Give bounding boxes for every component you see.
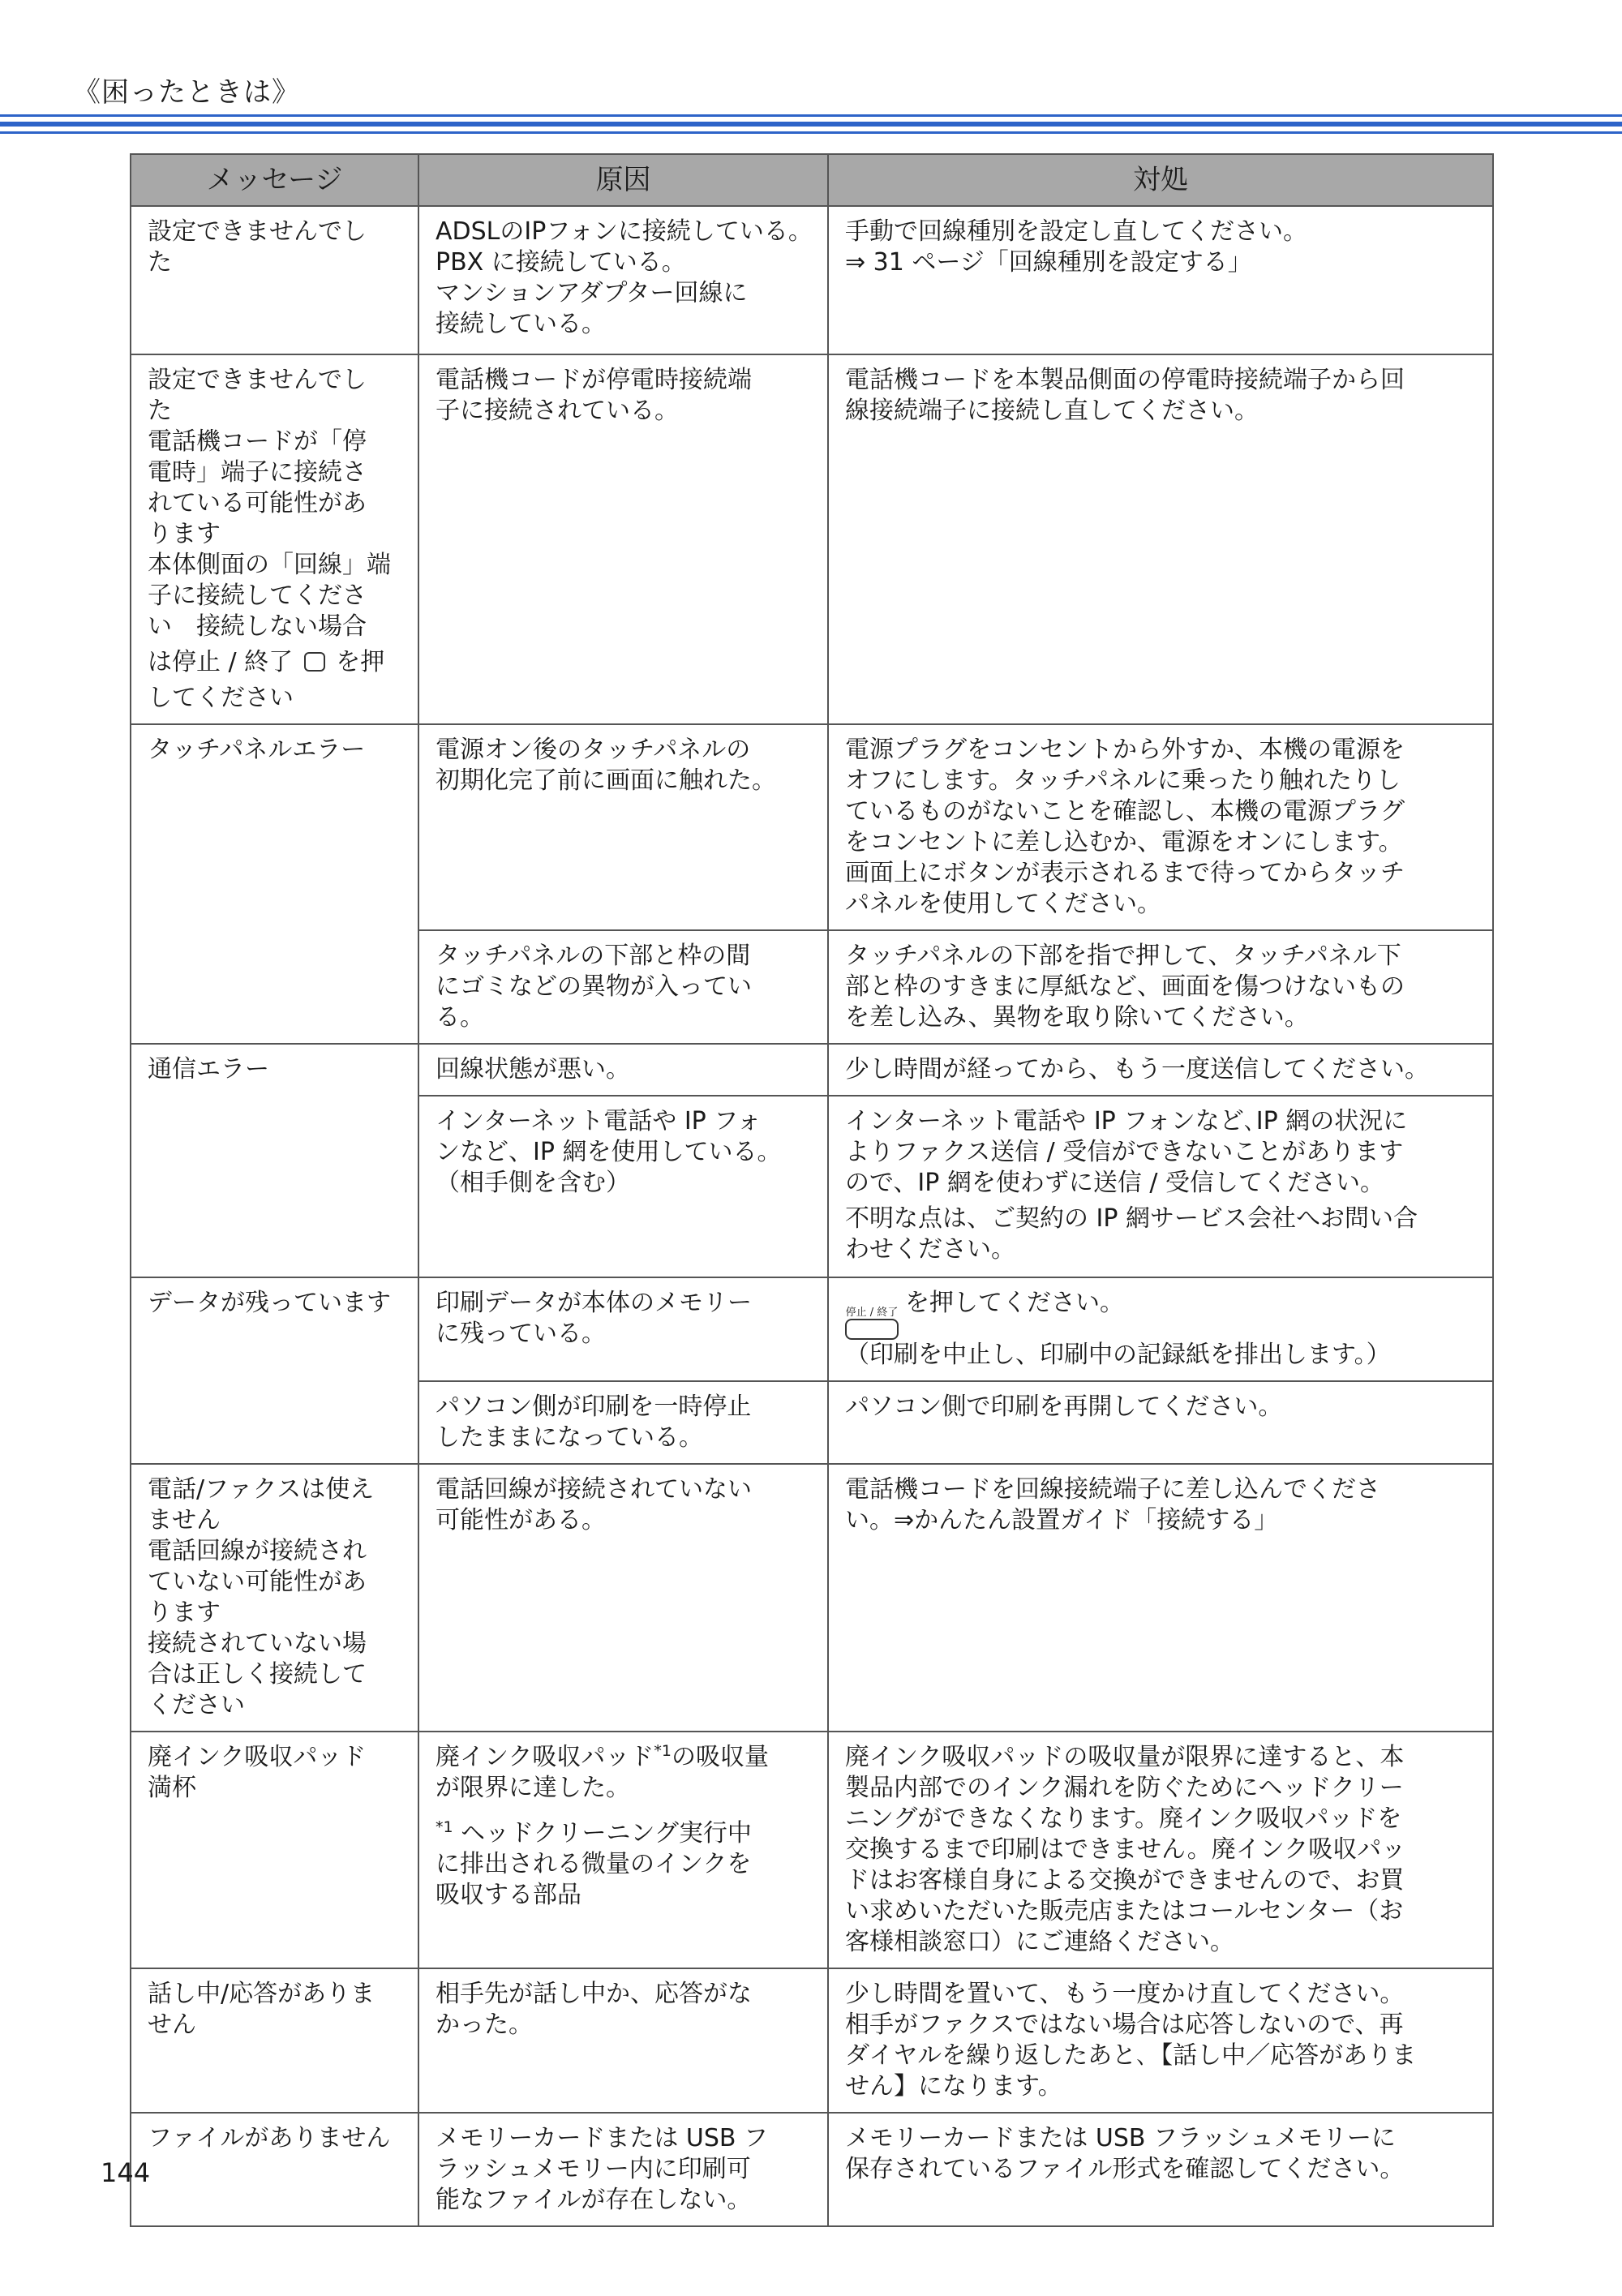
- cause-line: 相手先が話し中か、応答がな: [436, 1980, 752, 2008]
- cause-line: タッチパネルの下部と枠の間: [436, 942, 751, 970]
- header-rule: [0, 131, 1622, 134]
- message-line: 電話機コードが「停: [148, 427, 367, 456]
- action-line: （印刷を中止し、印刷中の記録紙を排出します。）: [845, 1341, 1391, 1369]
- table-row: [131, 1732, 1493, 1968]
- action-line: ⇒ 31 ページ「回線種別を設定する」: [845, 248, 1252, 277]
- footnote-line: 吸収する部品: [436, 1881, 581, 1909]
- action-line: 部と枠のすきまに厚紙など、画面を傷つけないもの: [845, 972, 1405, 1001]
- table-row: [131, 354, 1493, 724]
- action-line: メモリーカードまたは USB フラッシュメモリーに: [845, 2124, 1396, 2152]
- message-line: ファイルがありません: [148, 2124, 391, 2152]
- cause-cell: [418, 206, 828, 354]
- cause-text: 廃インク吸収パッド: [436, 1743, 654, 1771]
- message-line: 子に接続してくださ: [148, 582, 367, 610]
- table-row: [131, 206, 1493, 354]
- cause-cell: [418, 1277, 828, 1381]
- message-line: [148, 647, 405, 678]
- action-line: インターネット電話や IP フォンなど､IP 網の状況に: [845, 1107, 1408, 1135]
- cause-line: ADSLのIPフォンに接続している。: [436, 217, 813, 246]
- action-line: 相手がファクスではない場合は応答しないので、再: [845, 2011, 1404, 2039]
- message-line: 設定できませんでし: [148, 366, 367, 394]
- cause-line: PBX に接続している。: [436, 248, 686, 277]
- message-line: 通信エラー: [148, 1055, 269, 1084]
- action-cell: [828, 724, 1493, 930]
- header-rule: [0, 114, 1622, 117]
- cause-line: かった。: [436, 2011, 533, 2039]
- action-line: パソコン側で印刷を再開してください。: [845, 1393, 1283, 1421]
- cause-line: にゴミなどの異物が入ってい: [436, 972, 752, 1001]
- cause-line: したままになっている。: [436, 1423, 703, 1452]
- message-cell: [131, 354, 418, 724]
- cause-line: 回線状態が悪い。: [436, 1055, 630, 1084]
- cause-line: 可能性がある。: [436, 1506, 606, 1534]
- footnote-line: [436, 1818, 814, 1849]
- action-line: わせください。: [845, 1235, 1015, 1264]
- action-line: 客様相談窓口）にご連絡ください。: [845, 1928, 1234, 1956]
- action-line: 画面上にボタンが表示されるまで待ってからタッチ: [845, 859, 1405, 887]
- message-cell: [131, 724, 418, 1044]
- message-line: た: [148, 397, 172, 425]
- footnote-line: に排出される微量のインクを: [436, 1850, 752, 1878]
- message-line: データが残っています: [148, 1289, 391, 1317]
- action-line: 製品内部でのインク漏れを防ぐためにヘッドクリー: [845, 1774, 1404, 1802]
- action-line: 電話機コードを回線接続端子に差し込んでくださ: [845, 1475, 1380, 1504]
- message-line: せん: [148, 2011, 196, 2039]
- stop-exit-key-shape: [845, 1319, 899, 1340]
- message-text: は停止 / 終了: [148, 648, 294, 676]
- message-cell: [131, 1277, 418, 1464]
- cause-line: 能なファイルが存在しない。: [436, 2186, 752, 2214]
- column-header-cause: 原因: [418, 154, 828, 206]
- cause-text: の吸収量: [672, 1743, 769, 1771]
- message-line: 話し中/応答がありま: [148, 1980, 375, 2008]
- action-line: ので、IP 網を使わずに送信 / 受信してください。: [845, 1169, 1385, 1197]
- message-line: 設定できませんでし: [148, 217, 367, 246]
- action-line: 手動で回線種別を設定し直してください。: [845, 217, 1307, 246]
- cause-line: ンなど、IP 網を使用している。: [436, 1138, 782, 1166]
- action-line: 線接続端子に接続し直してください。: [845, 397, 1259, 425]
- page-number: 144: [101, 2157, 151, 2188]
- column-header-action: 対処: [828, 154, 1493, 206]
- message-line: ください: [148, 1691, 245, 1719]
- troubleshooting-table: [130, 153, 1494, 2227]
- cause-cell: [418, 1096, 828, 1277]
- message-line: 電話/ファクスは使え: [148, 1475, 375, 1504]
- message-line: ていない可能性があ: [148, 1568, 367, 1596]
- message-line: 接続されていない場: [148, 1629, 367, 1658]
- cause-line: パソコン側が印刷を一時停止: [436, 1393, 752, 1421]
- table-row: [131, 1968, 1493, 2113]
- message-line: ります: [148, 1599, 221, 1627]
- stop-exit-key-label: 停止 / 終了: [845, 1307, 899, 1319]
- table-header-row: [131, 154, 1493, 206]
- message-line: 廃インク吸収パッド: [148, 1743, 367, 1771]
- cause-line: ラッシュメモリー内に印刷可: [436, 2155, 751, 2183]
- stop-exit-button-icon: [845, 1307, 899, 1340]
- cause-line: に残っている。: [436, 1320, 606, 1348]
- action-line: せん】になります。: [845, 2072, 1062, 2101]
- action-line: ダイヤルを繰り返したあと､【話し中／応答がありま: [845, 2041, 1417, 2070]
- action-cell: [828, 2113, 1493, 2226]
- cause-line: る。: [436, 1003, 484, 1032]
- cause-line: [436, 1742, 814, 1773]
- cause-cell: [418, 1732, 828, 1968]
- table-row: [131, 1044, 1493, 1096]
- cause-line: インターネット電話や IP フォ: [436, 1107, 762, 1135]
- message-cell: [131, 206, 418, 354]
- action-cell: [828, 1732, 1493, 1968]
- table-row: [131, 1464, 1493, 1732]
- cause-line: 子に接続されている。: [436, 397, 679, 425]
- action-line: 不明な点は、ご契約の IP 網サービス会社へお問い合: [845, 1204, 1418, 1233]
- page-header-title: 《困ったときは》: [73, 76, 300, 109]
- message-cell: [131, 2113, 418, 2226]
- message-line: 電時」端子に接続さ: [148, 458, 367, 487]
- action-line: [845, 1288, 1479, 1340]
- cause-cell: [418, 724, 828, 930]
- message-line: タッチパネルエラー: [148, 736, 366, 764]
- action-line: ドはお客様自身による交換ができませんので、お買: [845, 1866, 1405, 1895]
- action-line: 廃インク吸収パッドの吸収量が限界に達すると、本: [845, 1743, 1405, 1771]
- action-cell: [828, 1464, 1493, 1732]
- message-line: してください: [148, 684, 294, 712]
- action-cell: [828, 206, 1493, 354]
- action-line: 電話機コードを本製品側面の停電時接続端子から回: [845, 366, 1405, 394]
- cause-line: 電源オン後のタッチパネルの: [436, 736, 751, 764]
- action-text: を押してください。: [905, 1289, 1124, 1317]
- action-line: 保存されているファイル形式を確認してください。: [845, 2155, 1405, 2183]
- cause-line: 接続している。: [436, 310, 606, 338]
- cause-line: 電話回線が接続されていない: [436, 1475, 752, 1504]
- cause-cell: [418, 1464, 828, 1732]
- message-cell: [131, 1732, 418, 1968]
- message-cell: [131, 1464, 418, 1732]
- spacer: [436, 1804, 814, 1818]
- message-line: 本体側面の「回線」端: [148, 551, 391, 579]
- action-cell: [828, 1381, 1493, 1464]
- action-line: ているものがないことを確認し、本機の電源プラグ: [845, 797, 1405, 826]
- action-cell: [828, 1277, 1493, 1381]
- action-line: よりファクス送信 / 受信ができないことがあります: [845, 1138, 1404, 1166]
- cause-cell: [418, 354, 828, 724]
- cause-line: メモリーカードまたは USB フ: [436, 2124, 769, 2152]
- stop-exit-button-icon: [304, 652, 325, 672]
- cause-cell: [418, 2113, 828, 2226]
- footnote-text: ヘッドクリーニング実行中: [453, 1819, 752, 1848]
- cause-cell: [418, 1381, 828, 1464]
- action-line: 電源プラグをコンセントから外すか、本機の電源を: [845, 736, 1405, 764]
- message-line: 合は正しく接続して: [148, 1660, 367, 1689]
- cause-cell: [418, 1044, 828, 1096]
- cause-line: が限界に達した。: [436, 1774, 630, 1802]
- cause-line: 印刷データが本体のメモリー: [436, 1289, 752, 1317]
- action-line: を差し込み、異物を取り除いてください。: [845, 1003, 1309, 1032]
- table-row: [131, 724, 1493, 930]
- action-line: オフにします。タッチパネルに乗ったり触れたりし: [845, 766, 1401, 795]
- action-line: い。⇒かんたん設置ガイド「接続する」: [845, 1506, 1279, 1534]
- action-cell: [828, 1096, 1493, 1277]
- cause-line: マンションアダプター回線に: [436, 279, 748, 307]
- action-cell: [828, 1044, 1493, 1096]
- action-cell: [828, 354, 1493, 724]
- action-line: ニングができなくなります。廃インク吸収パッドを: [845, 1805, 1402, 1833]
- table-row: [131, 1277, 1493, 1381]
- action-line: パネルを使用してください。: [845, 890, 1161, 918]
- message-line: 満杯: [148, 1774, 196, 1802]
- message-line: ません: [148, 1506, 221, 1534]
- action-line: 交換するまで印刷はできません。廃インク吸収パッ: [845, 1835, 1406, 1864]
- cause-line: （相手側を含む）: [436, 1169, 630, 1197]
- message-text: を押: [336, 648, 385, 676]
- action-line: をコンセントに差し込むか、電源をオンにします。: [845, 828, 1403, 856]
- message-line: 電話回線が接続され: [148, 1537, 367, 1565]
- action-line: タッチパネルの下部を指で押して、タッチパネル下: [845, 942, 1401, 970]
- action-cell: [828, 1968, 1493, 2113]
- message-line: れている可能性があ: [148, 489, 367, 517]
- message-line: ります: [148, 520, 221, 548]
- message-line: た: [148, 248, 172, 277]
- action-line: い求めいただいた販売店またはコールセンター（お: [845, 1897, 1404, 1925]
- footnote-marker: *1: [436, 1818, 453, 1836]
- header-rule: [0, 122, 1622, 127]
- message-line: い 接続しない場合: [148, 612, 367, 641]
- action-line: 少し時間を置いて、もう一度かけ直してください。: [845, 1980, 1405, 2008]
- table-row: [131, 2113, 1493, 2226]
- action-line: 少し時間が経ってから、もう一度送信してください。: [845, 1055, 1429, 1084]
- cause-line: 初期化完了前に画面に触れた。: [436, 766, 776, 795]
- cause-cell: [418, 930, 828, 1044]
- cause-cell: [418, 1968, 828, 2113]
- message-cell: [131, 1044, 418, 1277]
- action-cell: [828, 930, 1493, 1044]
- footnote-marker: *1: [654, 1742, 672, 1760]
- column-header-message: メッセージ: [131, 154, 418, 206]
- cause-line: 電話機コードが停電時接続端: [436, 366, 752, 394]
- message-cell: [131, 1968, 418, 2113]
